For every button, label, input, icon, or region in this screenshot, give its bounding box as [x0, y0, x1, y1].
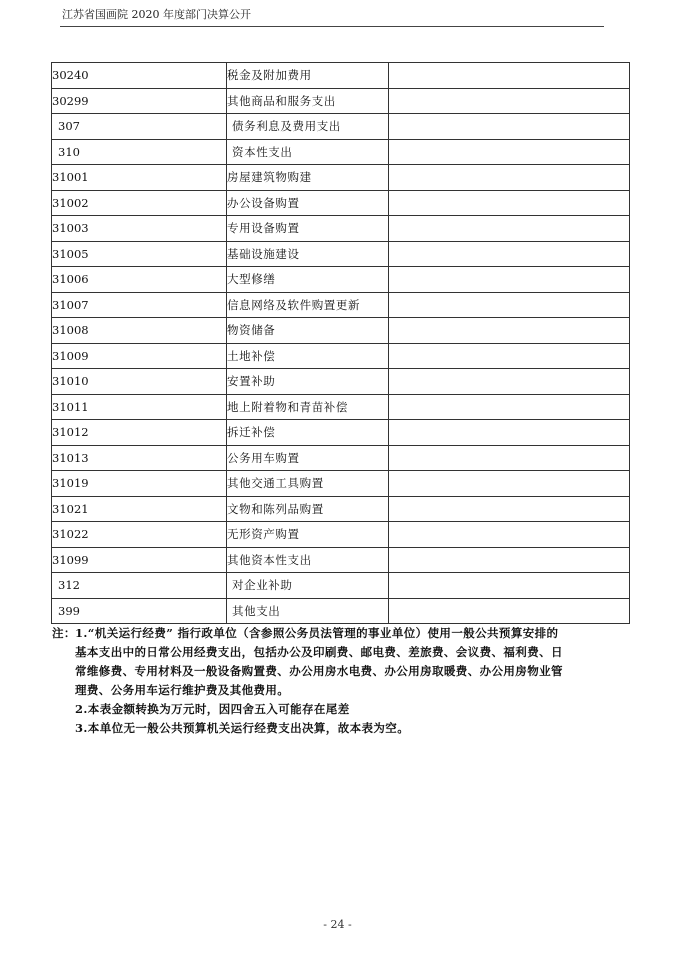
- expense-item-cell: 大型修缮: [227, 267, 389, 293]
- economic-code-cell: 31008: [52, 318, 227, 344]
- amount-cell: [389, 343, 630, 369]
- economic-code-cell: 31010: [52, 369, 227, 395]
- amount-cell: [389, 471, 630, 497]
- note-1-line-1: 1.“机关运行经费” 指行政单位（含参照公务员法管理的事业单位）使用一般公共预算安排的: [75, 626, 559, 640]
- economic-code-cell: 31012: [52, 420, 227, 446]
- table-row: [52, 267, 630, 293]
- table-row: [52, 547, 630, 573]
- table-row: [52, 496, 630, 522]
- expense-item-cell: 土地补偿: [227, 343, 389, 369]
- amount-cell: [389, 139, 630, 165]
- economic-code-cell: 399: [52, 598, 227, 624]
- table-row: [52, 394, 630, 420]
- document-header: 江苏省国画院 2020 年度部门决算公开: [62, 8, 251, 21]
- economic-code-cell: 31013: [52, 445, 227, 471]
- expense-item-cell: 安置补助: [227, 369, 389, 395]
- expense-item-cell: 其他商品和服务支出: [227, 88, 389, 114]
- table-row: [52, 139, 630, 165]
- amount-cell: [389, 318, 630, 344]
- expense-item-cell: 物资储备: [227, 318, 389, 344]
- expense-item-cell: 拆迁补偿: [227, 420, 389, 446]
- amount-cell: [389, 369, 630, 395]
- page-number: - 24 -: [323, 918, 352, 931]
- note-2: [52, 700, 612, 719]
- expense-item-cell: 地上附着物和青苗补偿: [227, 394, 389, 420]
- expense-item-cell: 专用设备购置: [227, 216, 389, 242]
- expense-item-cell: 无形资产购置: [227, 522, 389, 548]
- economic-code-cell: 31001: [52, 165, 227, 191]
- economic-code-cell: 31019: [52, 471, 227, 497]
- economic-code-cell: 31011: [52, 394, 227, 420]
- amount-cell: [389, 445, 630, 471]
- amount-cell: [389, 190, 630, 216]
- expense-item-cell: 其他支出: [227, 598, 389, 624]
- economic-code-cell: 31099: [52, 547, 227, 573]
- amount-cell: [389, 88, 630, 114]
- expense-item-cell: 资本性支出: [227, 139, 389, 165]
- economic-code-cell: 31021: [52, 496, 227, 522]
- economic-code-cell: 31002: [52, 190, 227, 216]
- expense-item-cell: 债务利息及费用支出: [227, 114, 389, 140]
- table-body: [52, 63, 630, 624]
- table-row: [52, 598, 630, 624]
- note-3-text: 3.本单位无一般公共预算机关运行经费支出决算，故本表为空。: [75, 721, 410, 735]
- table-row: [52, 241, 630, 267]
- economic-code-cell: 31003: [52, 216, 227, 242]
- table-row: [52, 471, 630, 497]
- note-1: [52, 624, 612, 700]
- economic-code-cell: 312: [52, 573, 227, 599]
- expense-item-cell: 公务用车购置: [227, 445, 389, 471]
- table-row: [52, 420, 630, 446]
- economic-code-cell: 31009: [52, 343, 227, 369]
- note-1-line-2: 基本支出中的日常公用经费支出，包括办公及印刷费、邮电费、差旅费、会议费、福利费、日: [75, 645, 563, 659]
- expense-item-cell: 房屋建筑物购建: [227, 165, 389, 191]
- table-row: [52, 522, 630, 548]
- amount-cell: [389, 216, 630, 242]
- expense-item-cell: 对企业补助: [227, 573, 389, 599]
- amount-cell: [389, 165, 630, 191]
- table-row: [52, 292, 630, 318]
- header-divider: [60, 26, 604, 27]
- note-1-line-4: 理费、公务用车运行维护费及其他费用。: [75, 683, 290, 697]
- expense-item-cell: 信息网络及软件购置更新: [227, 292, 389, 318]
- amount-cell: [389, 547, 630, 573]
- economic-code-cell: 31005: [52, 241, 227, 267]
- note-3: [52, 719, 612, 738]
- amount-cell: [389, 522, 630, 548]
- amount-cell: [389, 420, 630, 446]
- economic-code-cell: 30299: [52, 88, 227, 114]
- table-row: [52, 88, 630, 114]
- economic-code-cell: 31006: [52, 267, 227, 293]
- economic-code-cell: 307: [52, 114, 227, 140]
- economic-code-cell: 31022: [52, 522, 227, 548]
- amount-cell: [389, 63, 630, 89]
- expense-item-cell: 文物和陈列品购置: [227, 496, 389, 522]
- amount-cell: [389, 241, 630, 267]
- expense-item-cell: 基础设施建设: [227, 241, 389, 267]
- table-row: [52, 318, 630, 344]
- expense-item-cell: 其他交通工具购置: [227, 471, 389, 497]
- note-1-line-3: 常维修费、专用材料及一般设备购置费、办公用房水电费、办公用房取暖费、办公用房物业管: [75, 664, 563, 678]
- amount-cell: [389, 114, 630, 140]
- table-row: [52, 165, 630, 191]
- amount-cell: [389, 598, 630, 624]
- notes-section: [52, 624, 612, 738]
- amount-cell: [389, 394, 630, 420]
- amount-cell: [389, 292, 630, 318]
- amount-cell: [389, 573, 630, 599]
- table-row: [52, 63, 630, 89]
- expense-item-cell: 办公设备购置: [227, 190, 389, 216]
- table-row: [52, 190, 630, 216]
- amount-cell: [389, 267, 630, 293]
- table-row: [52, 573, 630, 599]
- table-row: [52, 114, 630, 140]
- table-row: [52, 343, 630, 369]
- table-row: [52, 445, 630, 471]
- economic-code-cell: 310: [52, 139, 227, 165]
- note-2-text: 2.本表金额转换为万元时，因四舍五入可能存在尾差: [75, 702, 350, 716]
- economic-code-cell: 30240: [52, 63, 227, 89]
- expense-item-cell: 税金及附加费用: [227, 63, 389, 89]
- table-row: [52, 369, 630, 395]
- expense-item-cell: 其他资本性支出: [227, 547, 389, 573]
- table-row: [52, 216, 630, 242]
- economic-code-cell: 31007: [52, 292, 227, 318]
- amount-cell: [389, 496, 630, 522]
- notes-prefix: 注：: [52, 626, 76, 640]
- expenditure-table: [51, 62, 630, 624]
